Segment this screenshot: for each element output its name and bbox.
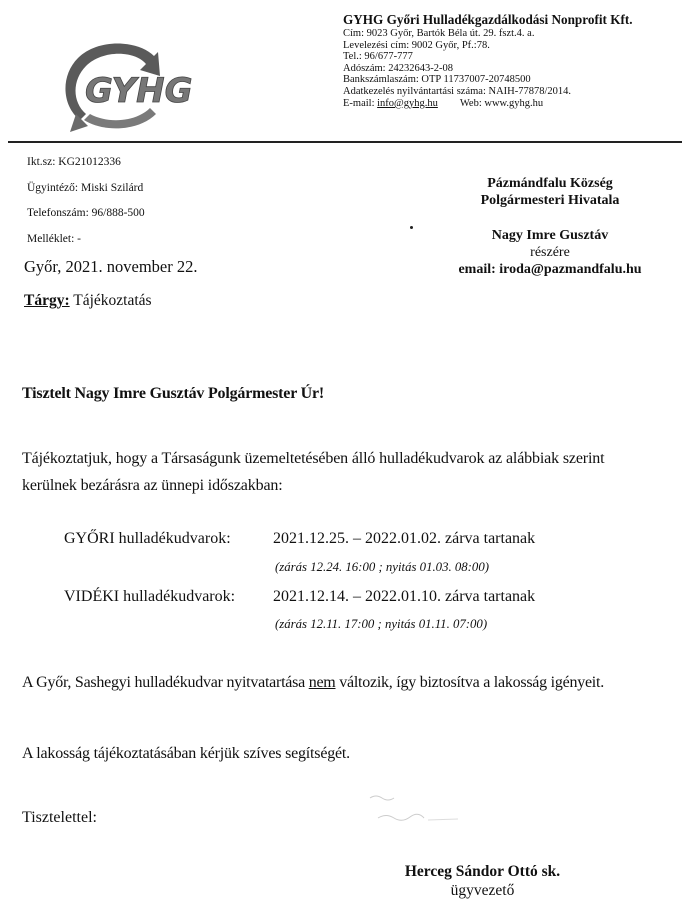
recipient-email: email: iroda@pazmandfalu.hu — [458, 262, 642, 277]
recipient-for: részére — [530, 245, 570, 260]
company-logo — [58, 36, 198, 132]
sashegy-text-after: változik, így biztosítva a lakosság igényeit. — [335, 674, 604, 691]
schedule-note: (zárás 12.11. 17:00 ; nyitás 01.11. 07:00) — [275, 617, 488, 631]
subject-line — [24, 292, 152, 310]
logo-text: GYHG — [85, 71, 193, 111]
schedule-label: VIDÉKI hulladékudvarok: — [64, 588, 236, 605]
schedule-period: 2021.12.25. – 2022.01.02. zárva tartanak — [273, 530, 536, 547]
signer-name: Herceg Sándor Ottó sk. — [404, 863, 561, 880]
company-address: Cím: 9023 Győr, Bartók Béla út. 29. fszt.4. a. — [343, 28, 535, 39]
company-web: Web: www.gyhg.hu — [459, 97, 544, 109]
company-bank-account: Bankszámlaszám: OTP 11737007-20748500 — [343, 74, 531, 86]
company-tax-number: Adószám: 24232643-2-08 — [343, 62, 453, 74]
reference-number: Ikt.sz: KG21012336 — [27, 156, 121, 168]
company-email-link[interactable]: info@gyhg.hu — [377, 97, 438, 109]
schedule-label: GYŐRI hulladékudvarok: — [64, 530, 231, 547]
header-divider — [8, 141, 682, 143]
sashegy-text-before: A Győr, Sashegyi hulladékudvar nyitvatartása — [22, 674, 309, 691]
company-postal-address: Levelezési cím: 9002 Győr, Pf.:78. — [343, 39, 490, 51]
letter-date: Győr, 2021. november 22. — [24, 257, 198, 276]
recipient-block — [440, 175, 660, 278]
intro-line-1: Tájékoztatjuk, hogy a Társaságunk üzemeltetésében álló hulladékudvarok az alábbiak szerint — [22, 450, 605, 467]
administrator: Ügyintéző: Miski Szilárd — [27, 182, 144, 194]
contact-phone: Telefonszám: 96/888-500 — [27, 207, 145, 219]
company-phone: Tel.: 96/677-777 — [343, 51, 413, 63]
intro-line-2: kerülnek bezárásra az ünnepi időszakban: — [22, 477, 283, 494]
subject-label: Tárgy: — [24, 292, 70, 309]
recipient-org-line1: Pázmándfalu Község — [487, 176, 613, 191]
subject-value: Tájékoztatás — [73, 292, 152, 309]
schedule-period: 2021.12.14. – 2022.01.10. zárva tartanak — [273, 588, 536, 605]
intro-paragraph — [22, 445, 682, 499]
company-header — [343, 12, 688, 109]
email-label: E-mail: — [343, 97, 378, 109]
company-data-registry: Adatkezelés nyilvántartási száma: NAIH-77878/2014. — [343, 85, 572, 97]
company-contact-row — [343, 98, 688, 110]
recycle-arrows-logo-icon — [58, 36, 198, 132]
request-paragraph: A lakosság tájékoztatásában kérjük szíves segítségét. — [22, 745, 350, 762]
signer-title: ügyvezető — [450, 882, 515, 899]
sashegy-paragraph — [22, 674, 604, 692]
closing: Tisztelettel: — [22, 809, 97, 826]
signature-scribble-icon — [368, 790, 463, 830]
greeting: Tisztelt Nagy Imre Gusztáv Polgármester Úr! — [22, 385, 324, 402]
signature-block — [380, 862, 585, 900]
company-name: GYHG Győri Hulladékgazdálkodási Nonprofit Kft. — [343, 12, 633, 27]
recipient-org-line2: Polgármesteri Hivatala — [480, 193, 620, 208]
schedule-note: (zárás 12.24. 16:00 ; nyitás 01.03. 08:00) — [275, 560, 489, 574]
sashegy-emphasis: nem — [308, 674, 336, 691]
recipient-person: Nagy Imre Gusztáv — [491, 228, 609, 243]
attachment: Melléklet: - — [27, 233, 81, 245]
signature-mark — [368, 790, 463, 830]
stray-mark — [410, 226, 413, 229]
